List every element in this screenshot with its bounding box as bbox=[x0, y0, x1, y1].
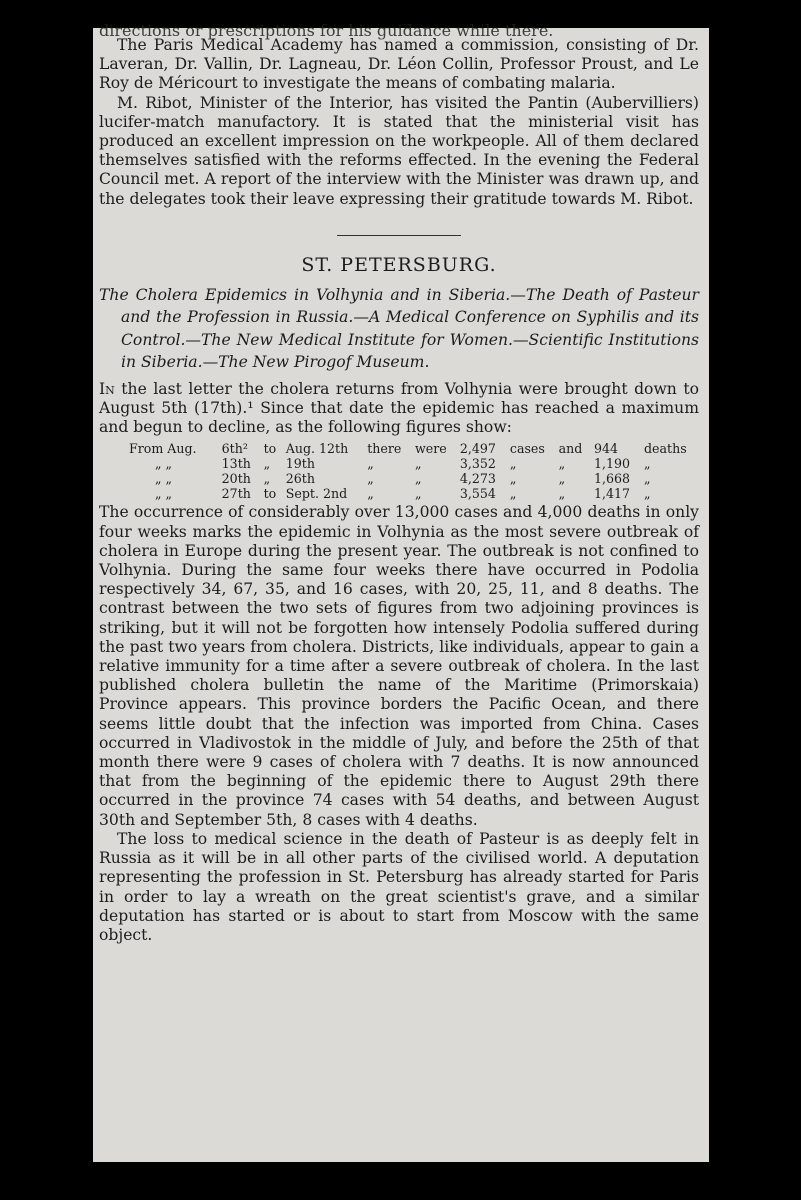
section-subtitle: The Cholera Epidemics in Volhynia and in Siberia.—The Death of Pasteur and the Profession in Russia.—A Medical Conference on Syphilis and its Control.—The New Medical Institute for Women.—Scientific Institutions in Siberia.—The New Pirogof Museum. bbox=[99, 285, 699, 372]
intro-rest: the last letter the cholera returns from Volhynia were brought down to August 5th (17th).¹ Since that date the epidemic has reached a maximum and begun to decline, as the following figures show: bbox=[99, 379, 699, 437]
cell-start-date: 13th bbox=[221, 456, 251, 472]
cell-start-date: 20th bbox=[221, 471, 251, 487]
paragraph-commission: The Paris Medical Academy has named a commission, consisting of Dr. Laveran, Dr. Vallin, Dr. Lagneau, Dr. Léon Collin, Professor Proust, and Le Roy de Méricourt to investigate the means of combating malaria. bbox=[99, 36, 699, 93]
cell-start-date: 6th² bbox=[221, 441, 248, 457]
section-title: ST. PETERSBURG. bbox=[301, 253, 497, 276]
cell-cases-word: cases bbox=[509, 441, 545, 457]
cell-deaths-count: 944 bbox=[593, 441, 618, 457]
table-row bbox=[99, 486, 699, 501]
cell-cases-word: „ bbox=[509, 456, 517, 472]
cell-cases-word: „ bbox=[509, 471, 517, 487]
paragraph-occurrence: The occurrence of considerably over 13,000 cases and 4,000 deaths in only four weeks marks the epidemic in Volhynia as the most severe outbreak of cholera in Europe during the present year. The outbreak is not confined to Volhynia. During the same four weeks there have occurred in Podolia respectively 34, 67, 35, and 16 cases, with 20, 25, 11, and 8 deaths. The contrast between the two sets of figures from two adjoining provinces is striking, but it will not be forgotten how intensely Podolia suffered during the past two years from cholera. Districts, like individuals, appear to gain a relative immunity for a time after a severe outbreak of cholera. In the last published cholera bulletin the name of the Maritime (Primorskaia) Province appears. This province borders the Pacific Ocean, and there seems little doubt that the infection was imported from China. Cases occurred in Vladivostok in the middle of July, and before the 25th of that month there were 9 cases of cholera with 7 deaths. It is now announced that from the beginning of the epidemic there to August 29th there occurred in the province 74 cases with 54 deaths, and between August 30th and September 5th, 8 cases with 4 deaths. bbox=[99, 503, 699, 829]
cell-cases-count: 2,497 bbox=[459, 441, 496, 457]
cell-were: were bbox=[414, 441, 447, 457]
cell-deaths-count: 1,668 bbox=[593, 471, 631, 487]
cell-cases-count: 3,352 bbox=[459, 456, 496, 472]
cell-and: „ bbox=[558, 456, 566, 472]
paragraph-ribot: M. Ribot, Minister of the Interior, has visited the Pantin (Aubervilliers) lucifer-match manufactory. It is stated that the ministerial visit has produced an excellent impression on the workpeople. All of them declared themselves satisfied with the reforms effected. In the evening the Federal Council met. A report of the interview with the Minister was drawn up, and the delegates took their leave expressing their gratitude towards M. Ribot. bbox=[99, 93, 699, 208]
cell-period-from: From Aug. bbox=[129, 441, 197, 457]
cell-and: and bbox=[558, 441, 583, 457]
cell-to: to bbox=[263, 441, 277, 457]
intro-first-word: In bbox=[99, 379, 115, 398]
cell-deaths-count: 1,417 bbox=[593, 486, 631, 502]
cell-there: there bbox=[367, 441, 402, 457]
cell-end-date: 26th bbox=[285, 471, 315, 487]
cell-deaths-word: „ bbox=[644, 456, 651, 472]
cell-were: „ bbox=[414, 486, 422, 502]
cell-there: „ bbox=[367, 486, 374, 502]
cell-deaths-count: 1,190 bbox=[593, 456, 631, 472]
cell-to: „ bbox=[263, 471, 271, 487]
cut-off-line: directions or prescriptions for his guidance while there. bbox=[99, 21, 554, 40]
cell-to: to bbox=[263, 486, 277, 502]
cholera-figures-table bbox=[99, 441, 699, 501]
cell-and: „ bbox=[558, 486, 566, 502]
section-divider bbox=[337, 235, 461, 236]
cell-period-from: „ „ bbox=[155, 456, 173, 472]
cell-end-date: 19th bbox=[285, 456, 315, 472]
cell-end-date: Sept. 2nd bbox=[285, 486, 348, 502]
cell-were: „ bbox=[414, 456, 422, 472]
cell-start-date: 27th bbox=[221, 486, 251, 502]
cell-period-from: „ „ bbox=[155, 486, 173, 502]
table-row bbox=[99, 456, 699, 471]
table-row bbox=[99, 441, 699, 456]
cell-cases-count: 3,554 bbox=[459, 486, 496, 502]
cell-deaths-word: „ bbox=[644, 471, 651, 487]
cell-deaths-word: deaths bbox=[644, 441, 687, 457]
cell-cases-word: „ bbox=[509, 486, 517, 502]
paragraph-pasteur: The loss to medical science in the death of Pasteur is as deeply felt in Russia as it will be in all other parts of the civilised world. A deputation representing the profession in St. Petersburg has already started for Paris in order to lay a wreath on the great scientist's grave, and a similar deputation has started or is about to start from Moscow with the same object. bbox=[99, 829, 699, 944]
cell-there: „ bbox=[367, 471, 374, 487]
cell-deaths-word: „ bbox=[644, 486, 651, 502]
cell-and: „ bbox=[558, 471, 566, 487]
cell-were: „ bbox=[414, 471, 422, 487]
paragraph-intro bbox=[99, 380, 699, 438]
cell-to: „ bbox=[263, 456, 271, 472]
cell-end-date: Aug. 12th bbox=[285, 441, 349, 457]
newspaper-clipping bbox=[93, 21, 709, 1162]
cell-cases-count: 4,273 bbox=[459, 471, 496, 487]
cell-period-from: „ „ bbox=[155, 471, 173, 487]
cell-there: „ bbox=[367, 456, 374, 472]
table-row bbox=[99, 471, 699, 486]
